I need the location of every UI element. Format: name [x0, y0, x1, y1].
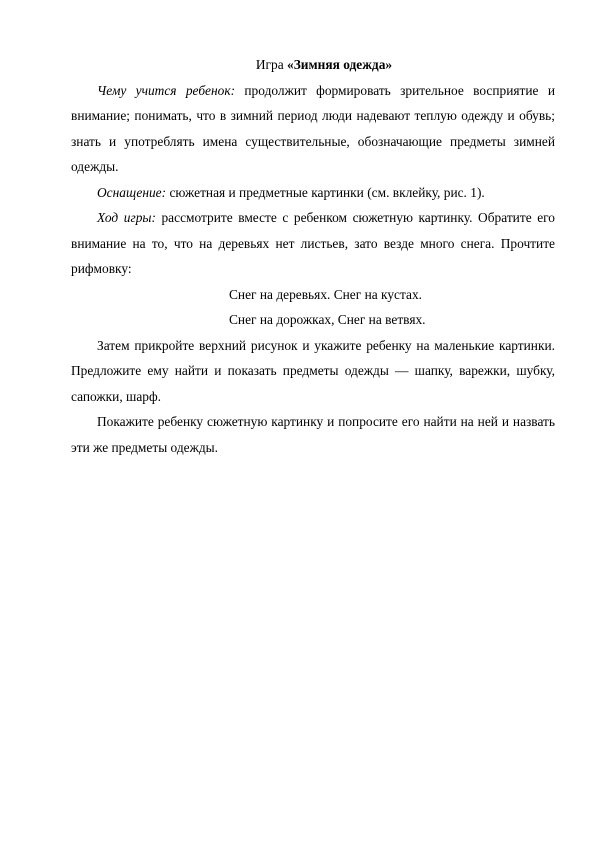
paragraph-text: сюжетная и предметные картинки (см. вклейку, рис. 1). — [166, 184, 485, 200]
title-prefix: Игра — [255, 57, 288, 72]
paragraph-text: рассмотрите вместе с ребенком сюжетную картинку. Обратите его внимание на то, что на деревьях нет листьев, зато везде много снега. Прочтите рифмовку: — [71, 210, 555, 276]
document-title — [71, 52, 555, 78]
paragraph-label: Ход игры: — [97, 210, 156, 225]
verse-line: Снег на деревьях. Снег на кустах. — [229, 286, 423, 302]
document-page — [71, 52, 555, 460]
paragraph-show-picture: Покажите ребенку сюжетную картинку и попросите его найти на ней и назвать эти же предметы одежды. — [71, 414, 555, 455]
paragraph-cover-picture: Затем прикройте верхний рисунок и укажите ребенку на маленькие картинки. Предложите ему найти и показать предметы одежды — шапку, варежки, шубку, сапожки, шарф. — [71, 337, 555, 404]
game-name: «Зимняя одежда» — [287, 57, 393, 72]
paragraph-goals — [71, 78, 555, 180]
paragraph-procedure — [71, 205, 555, 282]
paragraph-label: Оснащение: — [97, 184, 167, 200]
paragraph-label: Чему учится ребенок: — [97, 82, 236, 98]
paragraph-equipment — [71, 180, 555, 206]
paragraph-text: продолжит формировать зрительное восприятие и внимание; понимать, что в зимний период люди надевают теплую одежду и обувь; знать и употреблять имена существительные, обозначающие предметы зимней одежды. — [71, 82, 555, 174]
verse-line: Снег на дорожках, Снег на ветвях. — [229, 312, 426, 327]
